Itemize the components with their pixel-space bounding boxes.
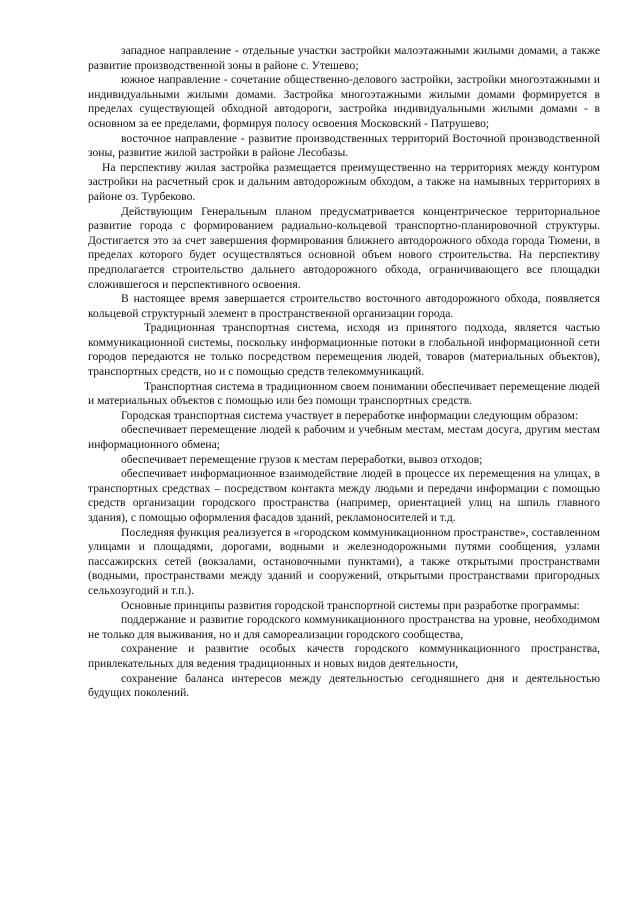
list-item-information-interaction: обеспечивает информационное взаимодействие людей в процессе их перемещения на улицах, в транспортных средствах – посредством контакта между людьми и передачи информации с помощью средств организации городского пространства (например, ориентацией улиц на шпиль главного здания), с помощью оформления фасадов зданий, рекламоносителей и т.д. [88,467,600,524]
paragraph-last-function: Последняя функция реализуется в «городском коммуникационном пространстве», составленном улицами и площадями, дорогами, водными и железнодорожными путями сообщения, узлами пассажирских сетей (вокзалами, остановочными пунктами), а также открытыми пространствами (водными, пространствами между зданий и сооружений, открытыми пространствами пригородных сельхозугодий и т.п.). [88,525,600,597]
paragraph-eastern-bypass: В настоящее время завершается строительство восточного автодорожного обхода, появляется кольцевой структурный элемент в пространственной организации города. [88,292,600,320]
list-item-preservation: сохранение и развитие особых качеств городского коммуникационного пространства, привлекательных для ведения традиционных и новых видов деятельности, [88,642,600,670]
paragraph-south-direction: южное направление - сочетание общественно-делового застройки, застройки многоэтажными и индивидуальными жилыми домами. Застройка многоэтажными жилыми домами формируется в пределах существующей обходной автодороги, застройка индивидуальными жилыми домами - в основном за ее пределами, формируя полосу освоения Московский - Патрушево; [88,73,600,130]
paragraph-traditional-system: Традиционная транспортная система, исходя из принятого подхода, является частью коммуникационной системы, поскольку информационные потоки в глобальной информационной сети городов передаются не только посредством перемещения людей, товаров (материальных объектов), транспортных средств, но и с помощью средств телекоммуникаций. [88,321,600,379]
paragraph-transport-system-meaning: Транспортная система в традиционном своем понимании обеспечивает перемещение людей и материальных объектов с помощью или без помощи транспортных средств. [88,379,600,408]
paragraph-perspective-housing: На перспективу жилая застройка размещается преимущественно на территориях между контуром застройки на расчетный срок и дальним автодорожным обходом, а также на намывных территориях в районе оз. Турбеково. [88,160,600,203]
document-page [88,44,600,701]
list-item-balance: сохранение баланса интересов между деятельностью сегодняшнего дня и деятельностью будущих поколений. [88,671,600,700]
paragraph-main-principles: Основные принципы развития городской транспортной системы при разработке программы: [121,598,580,612]
paragraph-east-direction: восточное направление - развитие производственных территорий Восточной производственной зоны, развитие жилой застройки в районе Лесобазы. [88,131,600,160]
paragraph-information-processing: Городская транспортная система участвует в переработке информации следующим образом: [121,408,579,422]
list-item-people-movement: обеспечивает перемещение людей к рабочим и учебным местам, местам досуга, другим местам информационного обмена; [88,423,600,452]
paragraph-general-plan: Действующим Генеральным планом предусматривается концентрическое территориальное развитие города с формированием радиально-кольцевой транспортно-планировочной структуры. Достигается это за счет завершения формирования ближнего автодорожного обхода города Тюмени, в пределах которого будет осуществляться основной объем нового строительства. На перспективу предполагается строительство дальнего автодорожного обхода, ограничивающего все площадки сложившегося и перспективного освоения. [88,204,600,291]
list-item-maintenance: поддержание и развитие городского коммуникационного пространства на уровне, необходимом не только для выживания, но и для самореализации городского сообщества, [88,613,600,641]
paragraph-west-direction: западное направление - отдельные участки застройки малоэтажными жилыми домами, а также развитие производственной зоны в районе с. Утешево; [88,44,600,72]
list-item-cargo-movement: обеспечивает перемещение грузов к местам переработки, вывоз отходов; [121,452,483,466]
